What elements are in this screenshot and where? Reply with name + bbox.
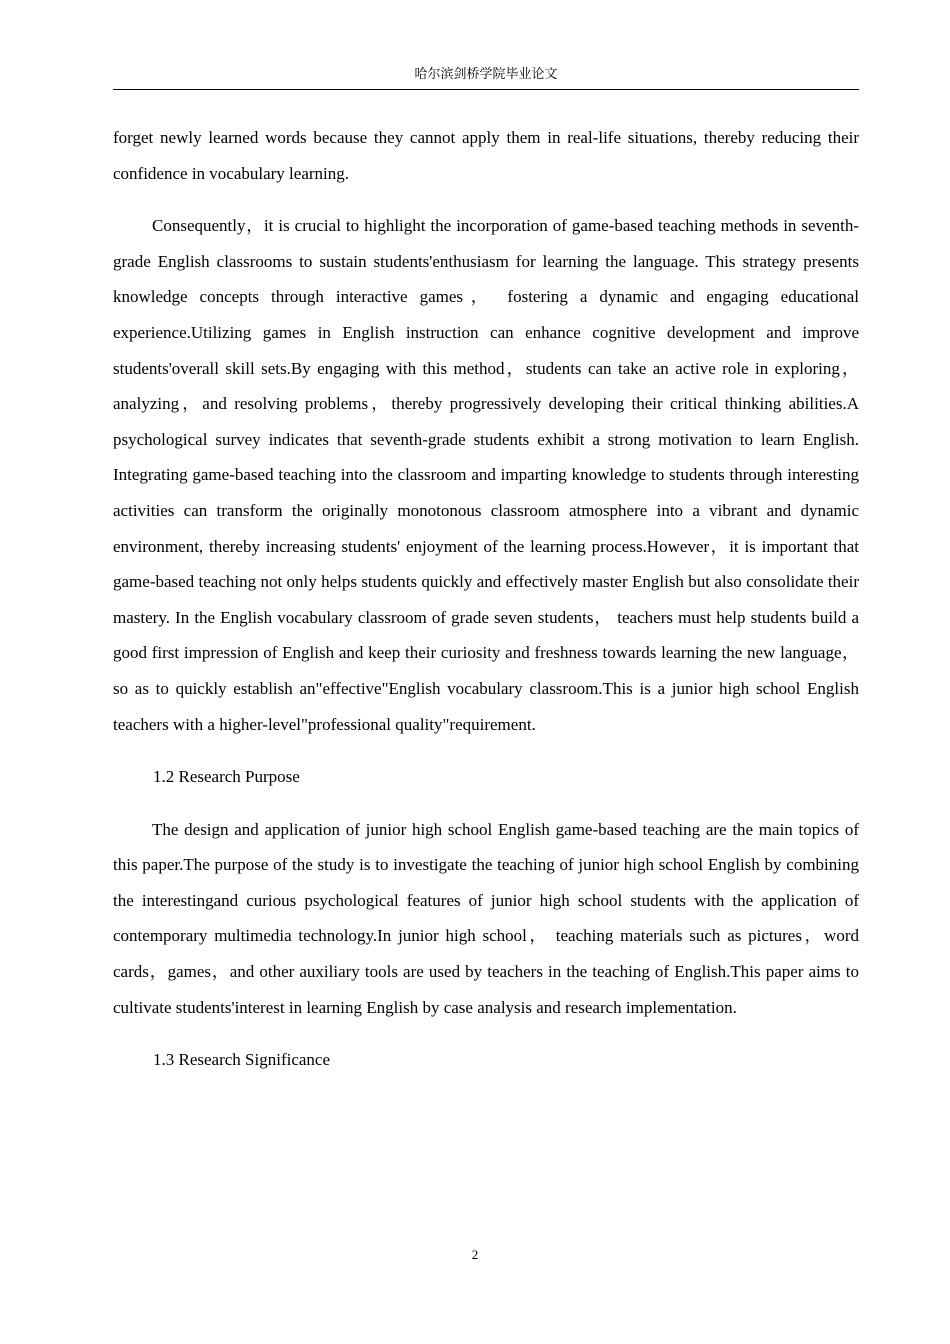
page-number: 2 (471, 1247, 479, 1262)
section-heading-research-significance: 1.3 Research Significance (153, 1050, 331, 1070)
document-body (113, 120, 859, 1095)
paragraph-research-purpose: The design and application of junior high school English game-based teaching are the main topics of this paper.The purpose of the study is to investigate the teaching of junior high school English by combining the interestingand curious psychological features of junior high school students with the application of contemporary multimedia technology.In junior high school， teaching materials such as pictures，word cards，games，and other auxiliary tools are used by teachers in the teaching of English.This paper aims to cultivate students'interest in learning English by case analysis and research implementation. (113, 819, 859, 1017)
section-heading-research-purpose: 1.2 Research Purpose (153, 767, 300, 787)
paragraph-consequently: Consequently，it is crucial to highlight the incorporation of game-based teaching methods in seventh-grade English classrooms to sustain students'enthusiasm for learning the language. This strategy presents knowledge concepts through interactive games， fostering a dynamic and engaging educational experience.Utilizing games in English instruction can enhance cognitive development and improve students'overall skill sets.By engaging with this method，students can take an active role in exploring，analyzing，and resolving problems，thereby progressively developing their critical thinking abilities.A psychological survey indicates that seventh-grade students exhibit a strong motivation to learn English. Integrating game-based teaching into the classroom and imparting knowledge to students through interesting activities can transform the originally monotonous classroom atmosphere into a vibrant and dynamic environment, thereby increasing students' enjoyment of the learning process.However，it is important that game-based teaching not only helps students quickly and effectively master English but also consolidate their mastery. In the English vocabulary classroom of grade seven students， teachers must help students build a good first impression of English and keep their curiosity and freshness towards learning the new language， so as to quickly establish an"effective"English vocabulary classroom.This is a junior high school English teachers with a higher-level"professional quality"requirement. (113, 216, 859, 734)
page-header (113, 64, 859, 90)
paragraph-continued: forget newly learned words because they cannot apply them in real-life situations, thereby reducing their confidence in vocabulary learning. (113, 128, 859, 183)
header-title: 哈尔滨剑桥学院毕业论文 (414, 67, 558, 82)
